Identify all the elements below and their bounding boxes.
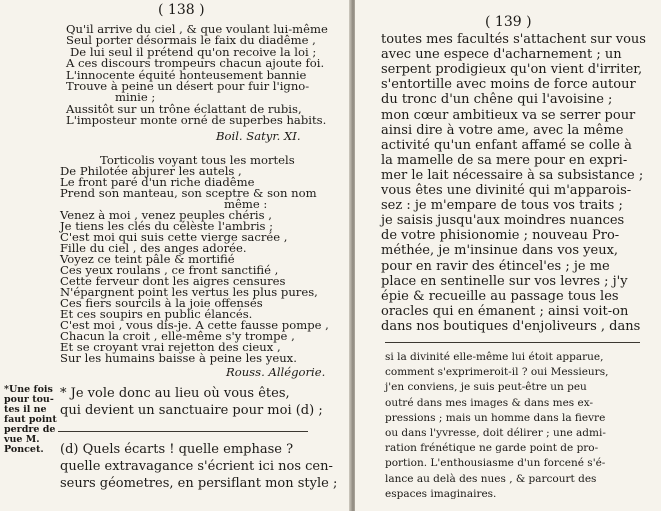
text-line: qui devient un sanctuaire pour moi (d) ; bbox=[60, 403, 323, 418]
text-line: serpent prodigieux qu'on vient d'irriter, bbox=[381, 62, 643, 78]
poem-line: L'innocente équité honteusement bannie bbox=[66, 67, 307, 82]
footnote-line: comment s'exprimeroit-il ? oui Messieurs, bbox=[385, 366, 609, 379]
margin-note-line: perdre de bbox=[4, 424, 56, 435]
text-line: mer le lait nécessaire à sa subsistance ; bbox=[381, 167, 644, 183]
footnote-line: portion. L'enthousiasme d'un forcené s'é- bbox=[385, 457, 606, 470]
poem-line: De Philotée abjurer les autels , bbox=[60, 164, 242, 178]
attribution-rousseau: Rouss. Allégorie. bbox=[226, 365, 326, 379]
poem-line: Ces yeux roulans , ce front sanctifié , bbox=[60, 263, 279, 277]
footnote-divider bbox=[58, 431, 308, 432]
footnote-line: espaces imaginaires. bbox=[385, 487, 497, 500]
text-line: sez : je m'empare de tous vos traits ; bbox=[381, 198, 623, 214]
text-line: épie & recueille au passage tous les bbox=[381, 288, 619, 304]
margin-note-line: vue M. bbox=[4, 434, 40, 445]
poem-line: N'épargnent point les vertus les plus pures, bbox=[60, 285, 318, 299]
poem-line: Qu'il arrive du ciel , & que voulant lui-même bbox=[66, 22, 328, 36]
text-line: place en sentinelle sur vos levres ; j'y bbox=[381, 273, 628, 289]
margin-note-line: Poncet. bbox=[4, 444, 44, 455]
poem-line: Chacun la croit , elle-même s'y trompe , bbox=[60, 329, 295, 343]
text-line: de votre phisionomie ; nouveau Pro- bbox=[381, 228, 620, 244]
footnote-line: seurs géometres, en persiflant mon style ; bbox=[60, 476, 338, 491]
text-line: activité qu'un enfant affamé se colle à bbox=[381, 137, 632, 153]
text-line: toutes mes facultés s'attachent sur vous bbox=[381, 32, 646, 47]
poem-line: De lui seul il prétend qu'on recoive la loi ; bbox=[70, 44, 317, 59]
margin-note-line: pour tou- bbox=[4, 394, 54, 405]
footnote-line: quelle extravagance s'écrient ici nos cen- bbox=[60, 459, 333, 474]
page-number-139: ( 139 ) bbox=[485, 14, 532, 30]
text-line: méthée, je m'insinue dans vos yeux, bbox=[381, 243, 619, 259]
text-line: * Je vole donc au lieu où vous êtes, bbox=[60, 386, 290, 401]
poem-line: C'est moi qui suis cette vierge sacrée , bbox=[60, 230, 288, 244]
poem-line: Ces fiers sourcils à la joie offensés bbox=[60, 296, 263, 310]
text-line: avec une espece d'acharnement ; un bbox=[381, 47, 622, 63]
footnote-line: si la divinité elle-même lui étoit apparue, bbox=[385, 351, 604, 363]
poem-line: Torticolis voyant tous les mortels bbox=[100, 153, 295, 167]
poem-line: Trouve à peine un désert pour fuir l'igno- bbox=[66, 79, 310, 93]
text-line: s'entortille avec moins de force autour bbox=[381, 77, 636, 93]
poem-line: minie ; bbox=[115, 90, 156, 105]
poem-line: Prend son manteau, son sceptre & son nom bbox=[60, 186, 317, 200]
poem-line: Je tiens les clés du célèste l'ambris ; bbox=[60, 219, 274, 233]
poem-line: Sur les humains baisse à peine les yeux. bbox=[60, 351, 297, 365]
poem-line: Fille du ciel , des anges adorée. bbox=[60, 241, 247, 255]
text-line: oracles qui en émanent ; ainsi voit-on bbox=[381, 303, 629, 319]
text-line: dans nos boutiques d'enjoliveurs , dans bbox=[381, 318, 641, 334]
poem-line: Et ces soupirs en public élancés. bbox=[60, 307, 253, 321]
poem-line: Cette ferveur dont les aigres censures bbox=[60, 274, 286, 288]
right-page bbox=[355, 0, 661, 511]
attribution-boileau: Boil. Satyr. XI. bbox=[216, 129, 301, 143]
poem-line: Et se croyant vrai rejetton des cieux , bbox=[60, 340, 281, 354]
poem-line: Le front paré d'un riche diadême bbox=[60, 175, 255, 189]
text-line: du tronc d'un chêne qui l'avoisine ; bbox=[381, 92, 613, 108]
poem-line: même : bbox=[224, 197, 268, 211]
poem-line: Aussitôt sur un trône éclattant de rubis, bbox=[66, 101, 302, 116]
poem-line: Seul porter désormais le faix du diadême , bbox=[66, 33, 316, 48]
text-line: mon cœur ambitieux va se serrer pour bbox=[381, 107, 636, 123]
text-line: je saisis jusqu'aux moindres nuances bbox=[381, 213, 625, 229]
footnote-divider bbox=[385, 342, 640, 343]
poem-line: Venez à moi , venez peuples chéris , bbox=[60, 208, 272, 222]
poem-line: C'est moi , vous dis-je. A cette fausse pompe , bbox=[60, 318, 329, 332]
poem-line: Voyez ce teint pâle & mortifié bbox=[60, 252, 235, 266]
text-line: ainsi dire à votre ame, avec la même bbox=[381, 122, 624, 138]
footnote-line: ou dans l'yvresse, doit délirer ; une admi- bbox=[385, 427, 606, 439]
footnote-line: j'en conviens, je suis peut-être un peu bbox=[385, 381, 587, 394]
text-line: pour en ravir des étincel'es ; je me bbox=[381, 258, 610, 274]
page-number-138: ( 138 ) bbox=[158, 2, 205, 18]
margin-note-line: faut point bbox=[4, 414, 57, 425]
text-line: la mamelle de sa mere pour en expri- bbox=[381, 152, 628, 168]
margin-note-line: *Une fois bbox=[4, 384, 53, 395]
footnote-line: ration frénétique ne garde point de pro- bbox=[385, 442, 599, 455]
footnote-line: pressions ; mais un homme dans la fievre bbox=[385, 411, 606, 424]
footnote-line: (d) Quels écarts ! quelle emphase ? bbox=[60, 442, 294, 457]
poem-line: L'imposteur monte orné de superbes habits. bbox=[66, 113, 327, 128]
footnote-line: outré dans mes images & dans mes ex- bbox=[385, 396, 594, 409]
margin-note-line: tes il ne bbox=[4, 404, 47, 415]
poem-line: A ces discours trompeurs chacun ajoute foi. bbox=[66, 56, 325, 71]
text-line: vous êtes une divinité qui m'apparois- bbox=[381, 183, 632, 198]
footnote-line: lance au delà des nues , & parcourt des bbox=[385, 472, 597, 485]
